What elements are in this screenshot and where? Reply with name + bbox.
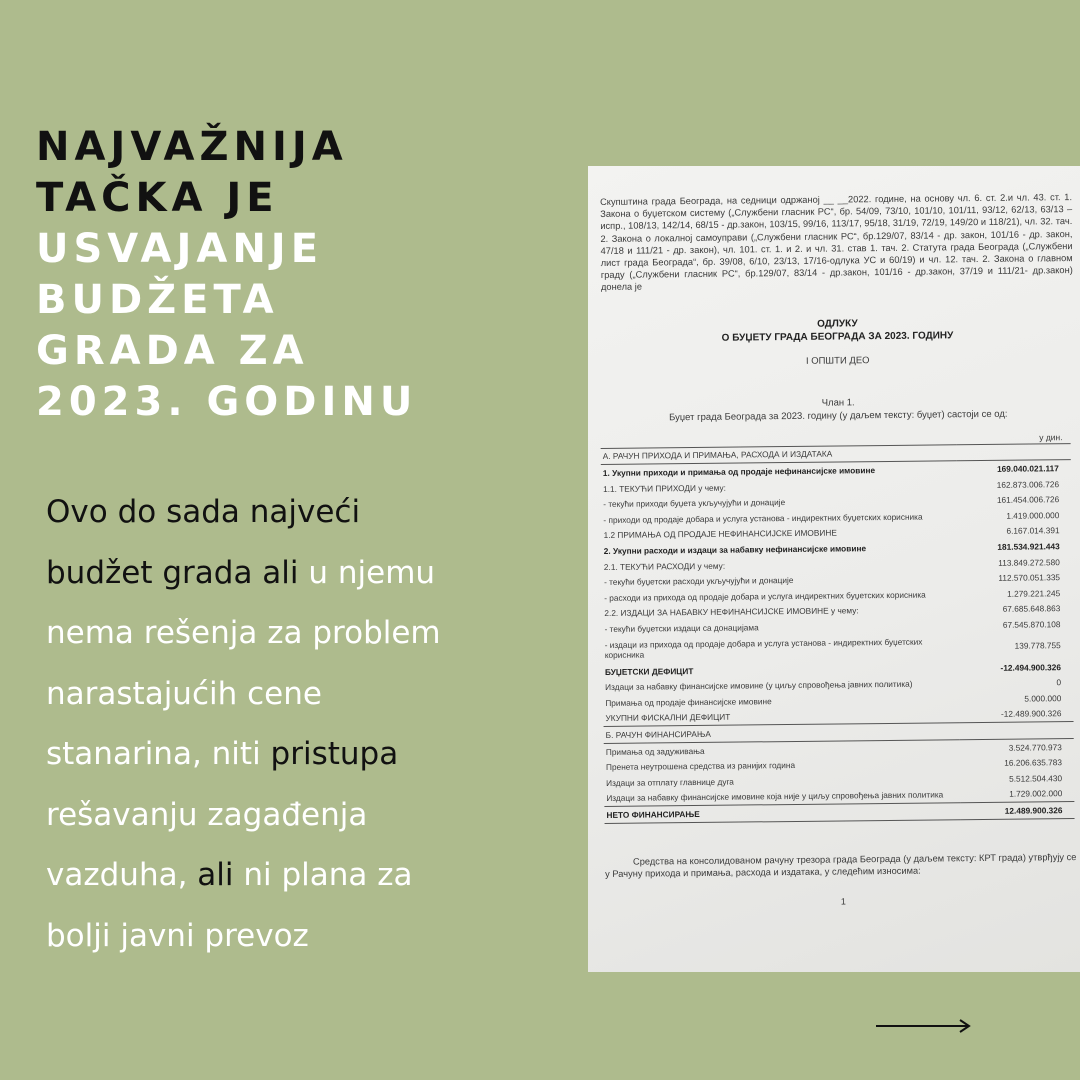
headline-line-2: TAČKA JE [36, 175, 279, 221]
body-line-2 [46, 543, 576, 604]
row-value: 139.778.755 [1014, 640, 1061, 651]
headline [36, 122, 576, 428]
row-value: 6.167.014.391 [1006, 525, 1060, 537]
row-value: -12.494.900.326 [1000, 661, 1062, 673]
headline-line-6: 2023. GODINU [36, 379, 418, 425]
body-line-7 [46, 845, 576, 906]
currency-unit: у дин. [1039, 431, 1063, 443]
row-label: - текући буџетски расходи укључујући и донације [603, 575, 794, 588]
row-value: 67.685.648.863 [1002, 603, 1061, 615]
headline-line-4: BUDŽETA [36, 277, 279, 323]
body-line-7-dark: ali [197, 857, 234, 893]
row-value [957, 443, 1071, 461]
row-value: 5.512.504.430 [1009, 772, 1063, 784]
row-value: 112.570.051.335 [998, 572, 1061, 584]
row-label: - издаци из прихода од продаје добара и услуга установа - индиректних буџетских корисника [604, 636, 923, 661]
document-part: I ОПШТИ ДЕО [805, 354, 870, 367]
row-label: Примања од продаје финансијске имовине [605, 695, 772, 708]
row-value: 1.729.002.000 [1009, 788, 1063, 800]
row-value: 162.873.006.726 [996, 478, 1060, 490]
body-line-4: narastajućih cene [46, 675, 322, 712]
row-label: Издаци за набавку финансијске имовине која није у циљу спровођења јавних политика [606, 789, 944, 804]
headline-line-1: NAJVAŽNIJA [36, 124, 348, 170]
body-line-2-light: u njemu [308, 554, 436, 591]
next-arrow-icon[interactable] [876, 1018, 972, 1034]
row-value: 16.206.635.783 [1004, 757, 1063, 768]
body-line-7-light-a: vazduha, [46, 857, 198, 893]
row-value: 5.000.000 [1024, 692, 1062, 704]
row-label: УКУПНИ ФИСКАЛНИ ДЕФИЦИТ [605, 711, 731, 724]
row-value: 169.040.021.117 [996, 463, 1059, 474]
document-preamble: Скупштина града Београда, на седници одржаној __ __2022. године, на основу чл. 6. ст. 2.и чл. 43. ст. 1. Закона о буџетском систему („Службени гласник РС“, бр. 54/09, 73/10, 101/10, 101/11, 93/12, 62/13, 63/13 – испр., 108/13, 142/14, 68/15 - др.закон, 103/15, 99/16, 113/17, 95/18, 31/19, 72/19, 149/20 и 118/21), чл. 32. тач. 2. Закона о локалној самоуправи („Службени гласник РС“, бр.129/07, 83/14 - др. закон, 101/16 - др. закон, 47/18 и 111/21 - др. закон), чл. 101. ст. 1. и 2. и чл. 31. став 1. тач. 2. Статута града Београда („Службени лист града Београда“, бр. 39/08, 6/10, 23/13, 17/16-одлука УС и 60/19) и чл. 12. тач. 2. Закона о главном граду („Службени гласник РС“, бр.129/07, 83/14 - др.закон, 101/16 - др.закон, 37/19 и 111/21- др.закон) донела је [600, 192, 1073, 293]
row-label: 1. Укупни приходи и примања од продаје нефинансијске имовине [602, 465, 876, 478]
row-value: 161.454.006.726 [996, 494, 1060, 506]
body-line-1: Ovo do sada najveći [46, 494, 361, 530]
row-label: А. РАЧУН ПРИХОДА И ПРИМАЊА, РАСХОДА И ИЗДАТАКА [601, 444, 957, 464]
body-line-5-dark: pristupa [270, 736, 399, 772]
document-closing: Средства на консолидованом рачуну трезора града Београда (у даљем тексту: КРТ града) утврђују се у Рачуну прихода и примања, расхода и издатака, у следећим износима: [605, 851, 1077, 880]
document-article: Члан 1. [821, 396, 855, 409]
row-label: - текући буџетски издаци са донацијама [604, 622, 759, 634]
page-number: 1 [840, 896, 846, 907]
body-line-5 [46, 724, 576, 785]
row-value: 1.419.000.000 [1006, 509, 1060, 521]
row-value: -12.489.900.326 [1000, 708, 1062, 720]
document-intro: Буџет града Београда за 2023. годину (у даљем тексту: буџет) састоји се од: [669, 408, 1008, 423]
row-label: Издаци за набавку финансијске имовине (у циљу спровођења јавних политика) [605, 678, 913, 693]
body-line-3: nema rešenja za problem [46, 615, 441, 651]
row-label: - приходи од продаје добара и услуга установа - индиректних буџетских корисника [603, 511, 923, 525]
budget-table [601, 443, 1075, 824]
row-label: - расходи из прихода од продаје добара и услуга индиректних буџетских корисника [604, 589, 926, 603]
table-row [604, 802, 1074, 824]
row-label: Пренета неутрошена средства из ранијих година [605, 760, 796, 773]
row-label: 2.2. ИЗДАЦИ ЗА НАБАВКУ НЕФИНАНСИЈСКЕ ИМОВИНЕ у чему: [604, 605, 859, 619]
row-label: 1.2 ПРИМАЊА ОД ПРОДАЈЕ НЕФИНАНСИЈСКЕ ИМОВИНЕ [603, 527, 837, 541]
document-title: ОДЛУКУ [816, 317, 858, 330]
body-line-5-light: stanarina, niti [46, 736, 271, 772]
row-label: 1.1. ТЕКУЋИ ПРИХОДИ у чему: [603, 482, 726, 494]
budget-document [598, 191, 1080, 909]
headline-line-5: GRADA ZA [36, 328, 309, 374]
body-line-6: rešavanju zagađenja [46, 796, 368, 833]
row-label: НЕТО ФИНАНСИРАЊЕ [604, 803, 960, 823]
body-line-8: bolji javni prevoz [46, 917, 309, 954]
row-label: Б. РАЧУН ФИНАНСИРАЊА [604, 723, 960, 743]
row-value: 0 [1056, 677, 1062, 688]
row-value: 12.489.900.326 [960, 802, 1074, 820]
row-value: 181.534.921.443 [997, 541, 1060, 552]
row-value: 113.849.272.580 [998, 556, 1060, 568]
body-line-7-light-b: ni plana za [233, 857, 413, 893]
row-label: БУЏЕТСКИ ДЕФИЦИТ [604, 665, 694, 677]
document-subtitle: О БУЏЕТУ ГРАДА БЕОГРАДА ЗА 2023. ГОДИНУ [721, 329, 954, 344]
body-paragraph [46, 482, 576, 966]
row-label: Примања од задуживања [605, 745, 705, 757]
row-label: 2.1. ТЕКУЋИ РАСХОДИ у чему: [603, 560, 726, 572]
row-label: 2. Укупни расходи и издаци за набавку нефинансијске имовине [603, 543, 867, 556]
row-value: 3.524.770.973 [1008, 741, 1062, 753]
body-line-2-dark: budžet grada ali [46, 554, 309, 591]
budget-document-photo [588, 166, 1080, 972]
row-value: 67.545.870.108 [1002, 619, 1061, 630]
row-value: 1.279.221.245 [1007, 587, 1061, 599]
row-value [960, 722, 1074, 740]
headline-line-3: USVAJANJE [36, 226, 324, 272]
row-label: - текући приходи буџета укључујући и донације [603, 497, 786, 510]
row-label: Издаци за отплату главнице дуга [606, 776, 734, 788]
